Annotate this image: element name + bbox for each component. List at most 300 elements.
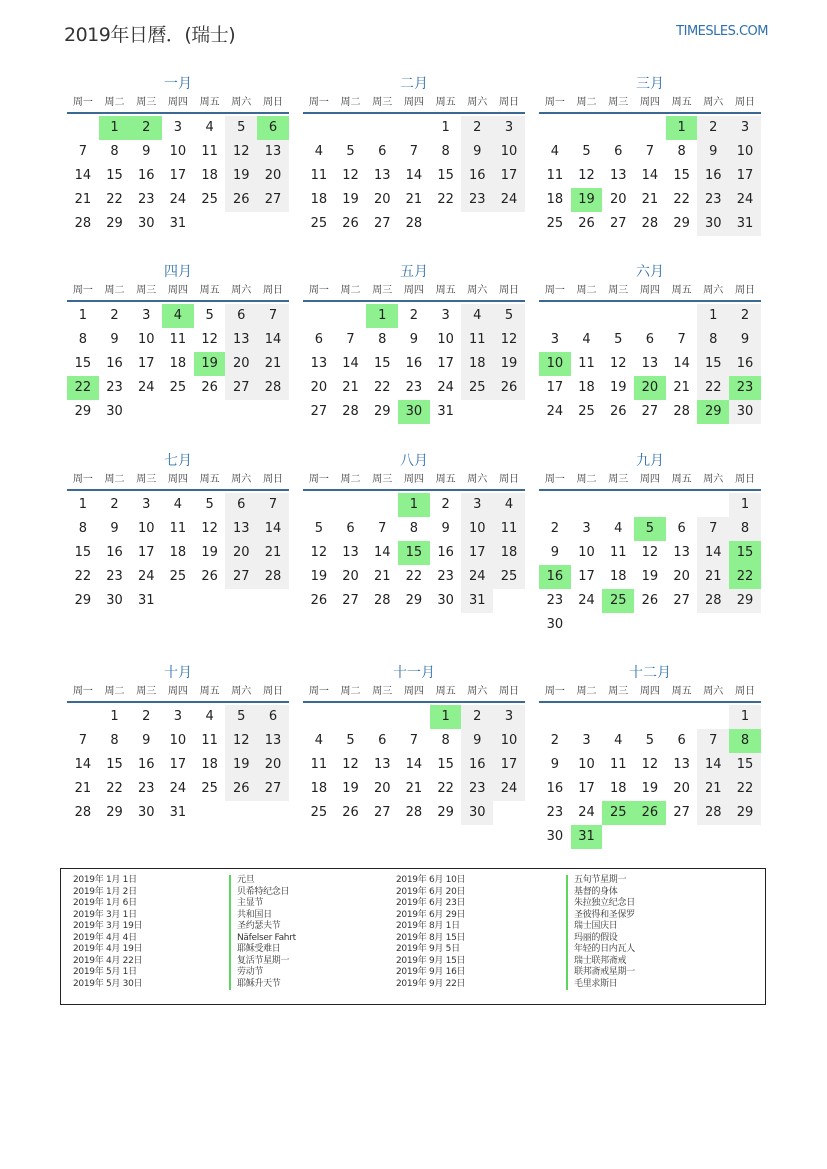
day-cell: 20 — [373, 192, 391, 207]
weekday-label: 周日 — [498, 474, 519, 485]
day-cell: 5 — [346, 144, 355, 159]
empty-cell — [303, 304, 335, 328]
day-cell: 11 — [310, 757, 328, 772]
holiday-date: 2019年 1月 2日 — [73, 886, 137, 897]
weekday-label: 周二 — [104, 686, 125, 697]
day-cell: 24 — [437, 380, 454, 395]
day-cell: 1 — [78, 497, 87, 512]
day-cell: 16 — [461, 164, 493, 188]
holiday-day-cell: 15 — [398, 541, 430, 565]
month-11 — [303, 663, 525, 825]
day-cell: 12 — [609, 356, 627, 371]
weekday-label: 周五 — [671, 285, 692, 296]
day-cell: 13 — [225, 328, 257, 352]
day-cell: 4 — [493, 493, 525, 517]
day-cell: 19 — [342, 192, 359, 207]
holiday-day-cell: 15 — [729, 541, 761, 565]
day-cell: 15 — [74, 545, 92, 560]
day-cell: 16 — [106, 545, 123, 560]
empty-cell — [539, 493, 571, 517]
holiday-name: 主显节 — [237, 898, 264, 908]
day-cell: 10 — [169, 144, 187, 159]
day-cell: 24 — [493, 777, 525, 801]
day-cell: 14 — [257, 328, 289, 352]
day-cell: 23 — [461, 777, 493, 801]
day-cell: 29 — [74, 404, 92, 419]
day-cell: 26 — [342, 805, 359, 820]
day-cell: 16 — [546, 781, 564, 796]
month-name: 四月 — [164, 264, 192, 280]
empty-cell — [602, 116, 634, 140]
day-cell: 5 — [582, 144, 591, 159]
day-cell: 2 — [461, 116, 493, 140]
weekday-label: 周六 — [467, 686, 488, 697]
day-grid — [303, 116, 525, 236]
weekday-label: 周二 — [340, 97, 361, 108]
day-cell: 13 — [342, 545, 359, 560]
day-cell: 3 — [461, 493, 493, 517]
day-cell: 30 — [697, 212, 729, 236]
day-cell: 21 — [405, 781, 423, 796]
day-cell: 19 — [201, 545, 218, 560]
weekday-label: 周三 — [136, 97, 157, 108]
day-cell: 16 — [729, 352, 761, 376]
holiday-name: 年轻的日内瓦人 — [574, 944, 635, 954]
holiday-day-cell: 22 — [67, 376, 99, 400]
day-cell: 12 — [225, 140, 257, 164]
month-name: 五月 — [400, 264, 428, 280]
holiday-name: 五旬节星期一 — [574, 875, 627, 885]
holiday-name: 瑞士联邦斋戒 — [574, 955, 627, 966]
day-cell: 4 — [314, 144, 323, 159]
day-cell: 5 — [645, 733, 655, 748]
day-cell: 11 — [310, 168, 328, 183]
day-cell: 20 — [342, 569, 359, 584]
empty-cell — [602, 705, 634, 729]
day-cell: 29 — [729, 801, 761, 825]
holiday-date: 2019年 6月 29日 — [396, 909, 466, 920]
holiday-date: 2019年 8月 15日 — [396, 932, 466, 943]
holiday-name: 圣彼得和圣保罗 — [574, 909, 635, 920]
weekday-label: 周四 — [167, 285, 188, 296]
weekday-label: 周日 — [734, 97, 755, 108]
day-cell: 16 — [461, 753, 493, 777]
day-cell: 6 — [677, 733, 686, 748]
weekday-label: 周二 — [576, 686, 597, 697]
day-grid — [67, 493, 289, 613]
empty-cell — [366, 116, 398, 140]
day-cell: 18 — [201, 757, 218, 772]
day-cell: 30 — [437, 593, 454, 608]
day-cell: 25 — [169, 380, 187, 395]
day-cell: 5 — [205, 308, 214, 323]
day-cell: 20 — [257, 753, 289, 777]
day-cell: 8 — [378, 332, 387, 347]
day-cell: 10 — [493, 140, 525, 164]
weekday-label: 周四 — [403, 686, 424, 697]
holiday-day-cell: 10 — [539, 352, 571, 376]
weekday-label: 周三 — [372, 97, 393, 108]
day-cell: 23 — [137, 781, 155, 796]
day-cell: 28 — [641, 216, 659, 231]
day-cell: 18 — [310, 192, 328, 207]
day-cell: 7 — [257, 493, 289, 517]
day-cell: 10 — [461, 517, 493, 541]
empty-cell — [335, 116, 367, 140]
day-cell: 10 — [437, 332, 454, 347]
day-cell: 14 — [373, 545, 391, 560]
day-cell: 27 — [342, 593, 359, 608]
weekday-label: 周五 — [199, 686, 220, 697]
day-cell: 2 — [110, 497, 119, 512]
weekday-label: 周三 — [608, 474, 629, 485]
day-cell: 5 — [493, 304, 525, 328]
day-cell: 23 — [697, 188, 729, 212]
weekday-label: 周四 — [639, 686, 660, 697]
day-cell: 15 — [437, 168, 454, 183]
month-8 — [303, 451, 525, 613]
day-cell: 31 — [729, 212, 761, 236]
day-cell: 20 — [225, 352, 257, 376]
day-cell: 16 — [106, 356, 123, 371]
day-cell: 2 — [550, 733, 559, 748]
holiday-day-cell: 30 — [398, 400, 430, 424]
weekday-label: 周二 — [104, 97, 125, 108]
day-cell: 5 — [225, 705, 257, 729]
empty-cell — [571, 705, 603, 729]
empty-cell — [366, 705, 398, 729]
day-cell: 13 — [373, 168, 391, 183]
day-cell: 28 — [74, 805, 92, 820]
day-cell: 28 — [373, 593, 391, 608]
day-grid — [539, 304, 761, 424]
day-cell: 4 — [314, 733, 323, 748]
month-name: 八月 — [400, 453, 428, 469]
weekday-label: 周三 — [136, 686, 157, 697]
empty-cell — [539, 705, 571, 729]
day-cell: 5 — [225, 116, 257, 140]
day-cell: 6 — [346, 521, 355, 536]
day-cell: 4 — [173, 497, 183, 512]
day-cell: 29 — [729, 589, 761, 613]
day-cell: 31 — [169, 805, 187, 820]
holiday-name: 圣约瑟夫节 — [237, 921, 281, 931]
day-cell: 19 — [641, 781, 659, 796]
empty-cell — [666, 304, 698, 328]
day-cell: 23 — [137, 192, 155, 207]
holiday-day-cell: 2 — [130, 116, 162, 140]
month-name: 二月 — [400, 76, 428, 92]
weekday-label: 周四 — [639, 97, 660, 108]
month-name: 七月 — [164, 453, 192, 469]
day-grid — [539, 116, 761, 236]
empty-cell — [602, 493, 634, 517]
month-name: 九月 — [636, 453, 664, 469]
day-cell: 8 — [409, 521, 419, 536]
weekday-label: 周五 — [671, 686, 692, 697]
day-cell: 7 — [697, 517, 729, 541]
day-cell: 13 — [225, 517, 257, 541]
empty-cell — [539, 304, 571, 328]
holiday-day-cell: 20 — [634, 376, 666, 400]
day-cell: 26 — [342, 216, 359, 231]
day-cell: 9 — [409, 332, 419, 347]
day-cell: 25 — [169, 569, 187, 584]
weekday-header — [539, 282, 761, 302]
holiday-day-cell: 1 — [666, 116, 698, 140]
day-cell: 24 — [493, 188, 525, 212]
empty-cell — [366, 493, 398, 517]
day-cell: 2 — [441, 497, 450, 512]
month-3 — [539, 74, 761, 236]
day-cell: 11 — [201, 733, 218, 748]
holiday-name: 耶稣升天节 — [237, 978, 281, 989]
day-cell: 24 — [169, 192, 187, 207]
day-cell: 26 — [310, 593, 328, 608]
day-cell: 21 — [74, 781, 92, 796]
day-cell: 19 — [225, 753, 257, 777]
day-cell: 4 — [461, 304, 493, 328]
day-cell: 31 — [137, 593, 155, 608]
holiday-day-cell: 25 — [602, 589, 634, 613]
day-cell: 13 — [257, 729, 289, 753]
day-cell: 22 — [437, 781, 454, 796]
day-cell: 10 — [493, 729, 525, 753]
day-cell: 29 — [373, 404, 391, 419]
day-cell: 23 — [106, 380, 123, 395]
empty-cell — [303, 705, 335, 729]
day-cell: 3 — [729, 116, 761, 140]
holiday-name: 玛丽的假设 — [574, 932, 618, 943]
day-cell: 20 — [673, 781, 690, 796]
day-cell: 28 — [673, 404, 690, 419]
weekday-label: 周四 — [167, 97, 188, 108]
day-cell: 23 — [106, 569, 123, 584]
day-grid — [67, 705, 289, 825]
holiday-day-cell: 6 — [257, 116, 289, 140]
day-cell: 13 — [673, 545, 690, 560]
day-cell: 19 — [641, 569, 659, 584]
holiday-day-cell: 1 — [366, 304, 398, 328]
weekday-label: 周三 — [608, 285, 629, 296]
day-cell: 29 — [437, 805, 454, 820]
day-cell: 27 — [257, 777, 289, 801]
holiday-day-cell: 19 — [194, 352, 226, 376]
empty-cell — [398, 116, 430, 140]
weekday-label: 周日 — [262, 686, 283, 697]
day-cell: 3 — [441, 308, 450, 323]
day-cell: 6 — [257, 705, 289, 729]
day-cell: 2 — [110, 308, 119, 323]
day-cell: 9 — [461, 729, 493, 753]
day-cell: 12 — [641, 545, 659, 560]
day-cell: 21 — [641, 192, 659, 207]
weekday-label: 周六 — [703, 285, 724, 296]
day-cell: 7 — [378, 521, 387, 536]
empty-cell — [666, 493, 698, 517]
holiday-name: 毛里求斯日 — [574, 978, 618, 989]
day-cell: 6 — [225, 304, 257, 328]
weekday-label: 周三 — [372, 686, 393, 697]
day-cell: 22 — [106, 192, 123, 207]
holiday-day-cell: 1 — [398, 493, 430, 517]
day-cell: 12 — [225, 729, 257, 753]
day-cell: 28 — [257, 376, 289, 400]
weekday-label: 周五 — [199, 474, 220, 485]
holiday-date: 2019年 3月 19日 — [73, 921, 143, 931]
empty-cell — [335, 705, 367, 729]
day-cell: 25 — [578, 404, 595, 419]
day-cell: 26 — [201, 569, 218, 584]
day-cell: 27 — [373, 216, 391, 231]
holiday-name: 元旦 — [237, 875, 255, 885]
empty-cell — [303, 493, 335, 517]
holiday-list — [60, 868, 766, 1005]
day-cell: 26 — [201, 380, 218, 395]
month-2 — [303, 74, 525, 236]
weekday-header — [539, 683, 761, 703]
day-cell: 4 — [205, 709, 214, 724]
day-cell: 27 — [673, 805, 690, 820]
day-cell: 27 — [225, 376, 257, 400]
day-grid — [303, 705, 525, 825]
holiday-dates-col-2 — [396, 875, 465, 990]
holiday-date: 2019年 9月 22日 — [396, 978, 466, 989]
holiday-date: 2019年 3月 1日 — [73, 909, 137, 920]
day-cell: 17 — [137, 545, 155, 560]
day-cell: 27 — [257, 188, 289, 212]
day-cell: 3 — [142, 308, 151, 323]
day-cell: 11 — [609, 757, 627, 772]
weekday-label: 周五 — [199, 97, 220, 108]
day-cell: 6 — [645, 332, 655, 347]
weekday-label: 周一 — [72, 686, 93, 697]
day-cell: 21 — [74, 192, 92, 207]
weekday-label: 周六 — [467, 285, 488, 296]
weekday-label: 周六 — [703, 474, 724, 485]
empty-cell — [634, 705, 666, 729]
day-cell: 26 — [225, 777, 257, 801]
day-cell: 19 — [342, 781, 359, 796]
day-cell: 18 — [169, 545, 187, 560]
weekday-label: 周日 — [262, 285, 283, 296]
holiday-date: 2019年 9月 5日 — [396, 944, 460, 954]
weekday-label: 周日 — [262, 97, 283, 108]
day-cell: 3 — [582, 521, 591, 536]
day-cell: 28 — [405, 805, 423, 820]
weekday-label: 周五 — [435, 285, 456, 296]
day-cell: 17 — [137, 356, 155, 371]
day-cell: 6 — [314, 332, 323, 347]
day-cell: 24 — [461, 565, 493, 589]
weekday-label: 周一 — [544, 97, 565, 108]
weekday-label: 周日 — [734, 285, 755, 296]
month-name: 一月 — [164, 76, 192, 92]
weekday-label: 周二 — [340, 474, 361, 485]
day-cell: 29 — [405, 593, 423, 608]
day-cell: 8 — [441, 144, 450, 159]
holiday-date: 2019年 5月 1日 — [73, 967, 137, 977]
day-cell: 14 — [342, 356, 359, 371]
day-cell: 10 — [578, 757, 595, 772]
month-9 — [539, 451, 761, 637]
empty-cell — [335, 493, 367, 517]
day-cell: 18 — [609, 569, 627, 584]
day-cell: 22 — [373, 380, 391, 395]
day-cell: 19 — [310, 569, 328, 584]
day-cell: 7 — [78, 144, 87, 159]
empty-cell — [697, 493, 729, 517]
weekday-label: 周三 — [136, 285, 157, 296]
day-cell: 27 — [373, 805, 391, 820]
day-cell: 11 — [461, 328, 493, 352]
day-cell: 15 — [673, 168, 690, 183]
day-cell: 4 — [550, 144, 559, 159]
weekday-label: 周五 — [199, 285, 220, 296]
day-cell: 31 — [169, 216, 187, 231]
day-cell: 19 — [225, 164, 257, 188]
day-cell: 9 — [110, 332, 119, 347]
day-cell: 11 — [578, 356, 595, 371]
day-cell: 22 — [405, 569, 423, 584]
day-cell: 27 — [310, 404, 328, 419]
day-cell: 17 — [461, 541, 493, 565]
day-grid — [67, 304, 289, 424]
holiday-name: 联邦斋戒星期一 — [574, 967, 635, 977]
holiday-day-cell: 1 — [99, 116, 131, 140]
day-cell: 8 — [729, 517, 761, 541]
weekday-header — [303, 471, 525, 491]
day-cell: 5 — [346, 733, 355, 748]
day-cell: 28 — [405, 216, 423, 231]
day-cell: 9 — [697, 140, 729, 164]
day-cell: 10 — [729, 140, 761, 164]
day-cell: 4 — [582, 332, 591, 347]
weekday-label: 周二 — [576, 97, 597, 108]
holiday-names-col-1 — [229, 875, 296, 990]
day-cell: 17 — [169, 168, 187, 183]
day-cell: 16 — [405, 356, 423, 371]
day-cell: 28 — [257, 565, 289, 589]
day-cell: 25 — [310, 805, 328, 820]
holiday-date: 2019年 4月 19日 — [73, 944, 143, 954]
day-cell: 1 — [697, 304, 729, 328]
day-cell: 6 — [378, 144, 387, 159]
day-cell: 20 — [225, 541, 257, 565]
day-cell: 25 — [461, 376, 493, 400]
weekday-label: 周二 — [104, 285, 125, 296]
day-cell: 23 — [405, 380, 423, 395]
holiday-date: 2019年 6月 23日 — [396, 898, 466, 908]
weekday-label: 周日 — [734, 686, 755, 697]
weekday-label: 周日 — [498, 97, 519, 108]
day-cell: 8 — [110, 733, 119, 748]
weekday-header — [67, 471, 289, 491]
weekday-label: 周四 — [403, 474, 424, 485]
weekday-label: 周二 — [576, 474, 597, 485]
weekday-label: 周三 — [372, 474, 393, 485]
day-cell: 15 — [74, 356, 92, 371]
holiday-day-cell: 1 — [430, 705, 462, 729]
holiday-date: 2019年 9月 15日 — [396, 955, 466, 966]
day-cell: 21 — [405, 192, 423, 207]
site-brand[interactable]: TIMESLES.COM — [676, 24, 768, 39]
weekday-label: 周六 — [467, 97, 488, 108]
weekday-label: 周二 — [576, 285, 597, 296]
weekday-label: 周四 — [639, 285, 660, 296]
day-cell: 12 — [310, 545, 328, 560]
day-cell: 8 — [697, 328, 729, 352]
